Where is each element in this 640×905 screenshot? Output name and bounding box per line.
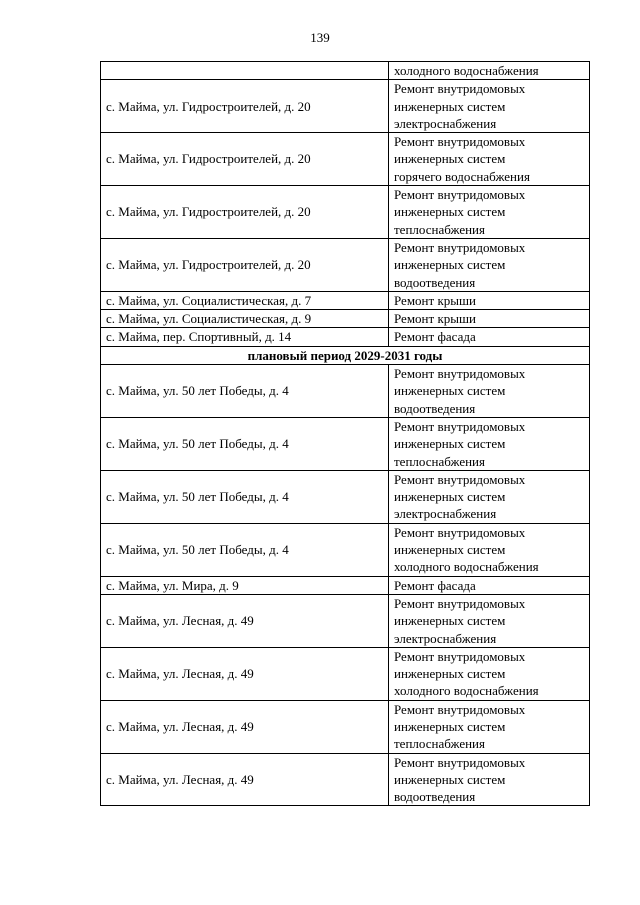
address-cell: с. Майма, ул. Гидростроителей, д. 20	[101, 133, 389, 186]
work-type-line: Ремонт внутридомовых	[394, 366, 526, 382]
work-type-line: Ремонт крыши	[394, 311, 476, 327]
work-type-line: Ремонт внутридомовых	[394, 648, 526, 664]
work-type-cell	[389, 186, 590, 239]
address-cell: с. Майма, ул. Лесная, д. 49	[101, 753, 389, 806]
work-type-cell	[389, 594, 590, 647]
table-row	[101, 365, 590, 418]
work-type-line: теплоснабжения	[394, 736, 485, 752]
table-row	[101, 62, 590, 80]
address-cell: с. Майма, ул. Гидростроителей, д. 20	[101, 186, 389, 239]
table-row	[101, 328, 590, 346]
repair-schedule-table	[100, 61, 590, 806]
work-type-line: электроснабжения	[394, 115, 497, 131]
work-type-cell	[389, 310, 590, 328]
work-type-line: Ремонт внутридомовых	[394, 754, 526, 770]
work-type-line: Ремонт фасада	[394, 329, 476, 345]
work-type-line: инженерных систем	[394, 383, 506, 399]
table-row	[101, 238, 590, 291]
address-cell: с. Майма, ул. Лесная, д. 49	[101, 594, 389, 647]
work-type-line: теплоснабжения	[394, 453, 485, 469]
work-type-cell	[389, 700, 590, 753]
work-type-line: инженерных систем	[394, 613, 506, 629]
table-row	[101, 594, 590, 647]
work-type-line: водоотведения	[394, 274, 476, 290]
work-type-line: электроснабжения	[394, 506, 497, 522]
work-type-line: холодного водоснабжения	[394, 559, 539, 575]
address-cell: с. Майма, ул. 50 лет Победы, д. 4	[101, 470, 389, 523]
work-type-line: инженерных систем	[394, 718, 506, 734]
address-cell: с. Майма, пер. Спортивный, д. 14	[101, 328, 389, 346]
work-type-line: инженерных систем	[394, 204, 506, 220]
address-cell: с. Майма, ул. 50 лет Победы, д. 4	[101, 523, 389, 576]
work-type-line: Ремонт внутридомовых	[394, 524, 526, 540]
work-type-line: Ремонт внутридомовых	[394, 81, 526, 97]
work-type-cell	[389, 133, 590, 186]
work-type-cell	[389, 328, 590, 346]
address-cell	[101, 62, 389, 80]
work-type-line: инженерных систем	[394, 771, 506, 787]
work-type-cell	[389, 62, 590, 80]
work-type-line: холодного водоснабжения	[394, 63, 539, 78]
address-cell: с. Майма, ул. Гидростроителей, д. 20	[101, 80, 389, 133]
work-type-line: электроснабжения	[394, 630, 497, 646]
table-row	[101, 523, 590, 576]
table-row	[101, 576, 590, 594]
table-row	[101, 133, 590, 186]
work-type-line: водоотведения	[394, 789, 476, 805]
work-type-line: холодного водоснабжения	[394, 683, 539, 699]
address-cell: с. Майма, ул. Социалистическая, д. 7	[101, 291, 389, 309]
address-cell: с. Майма, ул. Лесная, д. 49	[101, 700, 389, 753]
work-type-cell	[389, 238, 590, 291]
table-row	[101, 310, 590, 328]
work-type-line: теплоснабжения	[394, 221, 485, 237]
work-type-line: Ремонт крыши	[394, 292, 476, 308]
work-type-cell	[389, 365, 590, 418]
work-type-line: инженерных систем	[394, 489, 506, 505]
work-type-line: инженерных систем	[394, 666, 506, 682]
work-type-line: горячего водоснабжения	[394, 168, 530, 184]
work-type-cell	[389, 647, 590, 700]
work-type-cell	[389, 576, 590, 594]
work-type-cell	[389, 753, 590, 806]
work-type-line: Ремонт внутридомовых	[394, 418, 526, 434]
work-type-line: Ремонт внутридомовых	[394, 595, 526, 611]
table-row	[101, 186, 590, 239]
page-number: 139	[310, 30, 330, 45]
table-row	[101, 753, 590, 806]
section-header-row	[101, 346, 590, 364]
address-cell: с. Майма, ул. Гидростроителей, д. 20	[101, 238, 389, 291]
work-type-line: инженерных систем	[394, 257, 506, 273]
address-cell: с. Майма, ул. Мира, д. 9	[101, 576, 389, 594]
section-header: плановый период 2029-2031 годы	[101, 346, 590, 364]
address-cell: с. Майма, ул. Лесная, д. 49	[101, 647, 389, 700]
address-cell: с. Майма, ул. 50 лет Победы, д. 4	[101, 417, 389, 470]
work-type-line: инженерных систем	[394, 98, 506, 114]
work-type-line: Ремонт фасада	[394, 577, 476, 593]
table-row	[101, 470, 590, 523]
work-type-line: Ремонт внутридомовых	[394, 701, 526, 717]
work-type-line: Ремонт внутридомовых	[394, 134, 526, 150]
table-row	[101, 417, 590, 470]
work-type-cell	[389, 291, 590, 309]
work-type-line: Ремонт внутридомовых	[394, 239, 526, 255]
address-cell: с. Майма, ул. 50 лет Победы, д. 4	[101, 365, 389, 418]
table-row	[101, 700, 590, 753]
work-type-cell	[389, 470, 590, 523]
address-cell: с. Майма, ул. Социалистическая, д. 9	[101, 310, 389, 328]
work-type-cell	[389, 523, 590, 576]
work-type-cell	[389, 417, 590, 470]
work-type-line: Ремонт внутридомовых	[394, 187, 526, 203]
table-row	[101, 80, 590, 133]
work-type-line: инженерных систем	[394, 542, 506, 558]
work-type-line: инженерных систем	[394, 436, 506, 452]
work-type-line: инженерных систем	[394, 151, 506, 167]
work-type-line: Ремонт внутридомовых	[394, 471, 526, 487]
table-row	[101, 647, 590, 700]
work-type-cell	[389, 80, 590, 133]
work-type-line: водоотведения	[394, 400, 476, 416]
table-row	[101, 291, 590, 309]
